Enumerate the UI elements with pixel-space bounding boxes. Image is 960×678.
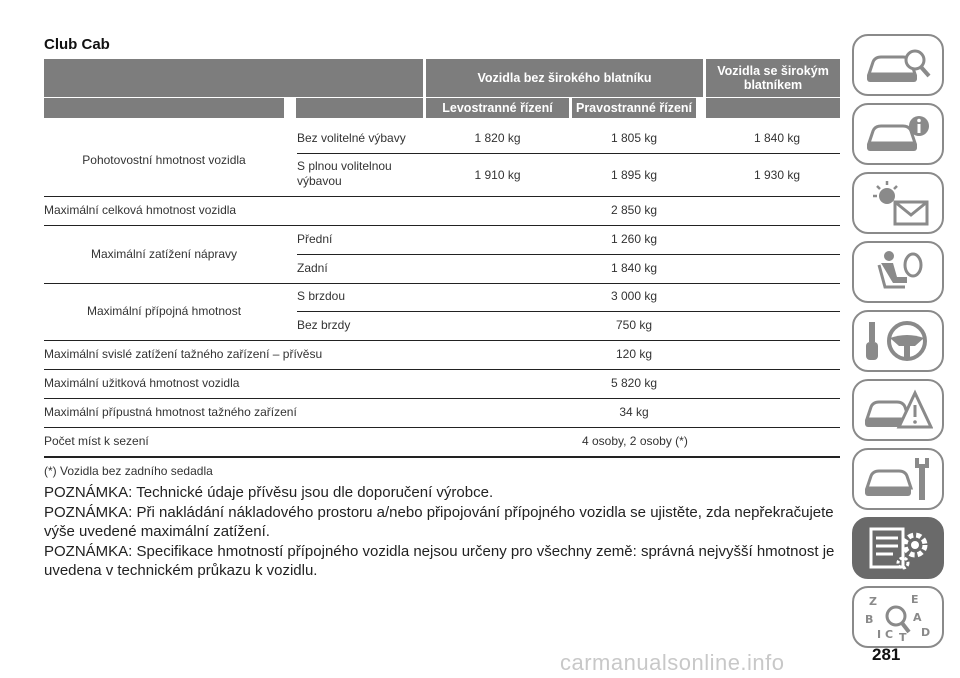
row-label-hitch-weight: Maximální přípustná hmotnost tažného zařízení [44,405,297,419]
sub-label-front: Přední [297,232,333,246]
note-paragraph: POZNÁMKA: Technické údaje přívěsu jsou dle doporučení výrobce. [44,484,494,501]
chapter-tab-starting-driving[interactable] [852,310,944,372]
car-info-icon [863,109,933,159]
value-cell: 1 260 kg [610,232,658,246]
table-header-row-1 [44,59,840,97]
car-wrench-icon [863,454,933,504]
value-cell: 1 930 kg [754,168,801,182]
row-divider [44,283,840,284]
value-cell: 2 850 kg [610,203,658,217]
table-footnote: (*) Vozidla bez zadního sedadla [44,464,213,478]
car-search-icon [863,40,933,90]
row-label-curb-weight: Pohotovostní hmotnost vozidla [82,153,246,167]
notes-block [44,483,844,581]
value-cell: 3 000 kg [610,289,658,303]
value-cell: 5 820 kg [610,376,658,390]
technical-data-gear-icon [863,523,933,573]
chapter-tab-warning-lights[interactable] [852,172,944,234]
row-divider [44,398,840,399]
header-no-wide-fender: Vozidla bez širokého blatníku [477,71,652,85]
value-cell: 1 840 kg [610,261,658,275]
row-label-axle-load: Maximální zatížení nápravy [90,247,238,261]
row-divider [44,225,840,226]
header-separator [696,98,706,118]
sub-label-rear: Zadní [297,261,328,275]
airbag-seat-icon [863,247,933,297]
car-warning-triangle-icon [863,385,933,435]
row-label-gross-weight: Maximální celková hmotnost vozidla [44,203,237,217]
row-divider [297,311,840,312]
value-cell: 1 840 kg [754,131,801,145]
header-left-hand-drive: Levostranné řízení [442,101,553,115]
row-divider [297,153,840,154]
section-title: Club Cab [44,36,110,53]
row-label-trailer-weight: Maximální přípojná hmotnost [86,304,242,318]
index-letter: I [877,628,882,641]
index-letter: T [899,631,907,642]
note-paragraph: POZNÁMKA: Specifikace hmotností přípojného vozidla nejsou určeny pro všechny země: správná nejvyšší hmotnost je uvedena v technickém průkazu k vozidlu. [44,542,835,579]
warning-light-mail-icon [863,178,933,228]
index-letter: B [865,613,874,626]
row-divider [44,340,840,341]
sub-label-no-options: Bez volitelné výbavy [297,131,406,145]
sub-label-unbraked: Bez brzdy [297,318,351,332]
key-steering-wheel-icon [863,316,933,366]
index-letter: A [913,611,922,624]
value-cell: 750 kg [615,318,653,332]
index-letter: Z [869,595,877,608]
chapter-tab-emergency[interactable] [852,379,944,441]
chapter-tab-safety[interactable] [852,241,944,303]
note-paragraph: POZNÁMKA: Při nakládání nákladového prostoru a/nebo připojování přípojného vozidla se ujistěte, zda nepřekračujete výše uvedené maximální zatížení. [44,503,834,540]
weights-table [44,119,840,459]
row-divider [44,196,840,197]
value-cell: 34 kg [619,405,649,419]
index-letter: D [921,626,931,639]
chapter-tab-knowing-vehicle[interactable] [852,34,944,96]
watermark: carmanualsonline.info [560,650,785,675]
header-separator [284,98,296,118]
row-label-vertical-load: Maximální svislé zatížení tažného zařízení – přívěsu [44,347,323,361]
row-divider [44,427,840,428]
chapter-tab-maintenance[interactable] [852,448,944,510]
value-cell: 4 osoby, 2 osoby (*) [582,434,688,448]
value-cell: 1 895 kg [610,168,658,182]
chapter-tab-index[interactable] [852,586,944,648]
sub-label-full-options: S plnou volitelnou výbavou [297,159,392,188]
sub-label-braked: S brzdou [297,289,346,303]
row-label-payload: Maximální užitková hmotnost vozidla [44,376,240,390]
table-bottom-border [44,456,840,458]
index-letter: C [885,628,894,641]
row-divider [44,369,840,370]
row-divider [297,254,840,255]
header-right-hand-drive: Pravostranné řízení [575,101,692,115]
page-number: 281 [872,645,901,664]
value-cell: 1 910 kg [474,168,521,182]
value-cell: 120 kg [615,347,653,361]
value-cell: 1 805 kg [610,131,658,145]
row-label-seats: Počet míst k sezení [44,434,149,448]
index-letter: E [911,593,919,606]
header-wide-fender: Vozidla se širokým blatníkem [717,64,829,92]
chapter-tab-technical-data[interactable] [852,517,944,579]
alphabet-index-search-icon [863,592,933,642]
value-cell: 1 820 kg [474,131,521,145]
table-header-row-2 [44,98,840,118]
chapter-tab-dashboard[interactable] [852,103,944,165]
